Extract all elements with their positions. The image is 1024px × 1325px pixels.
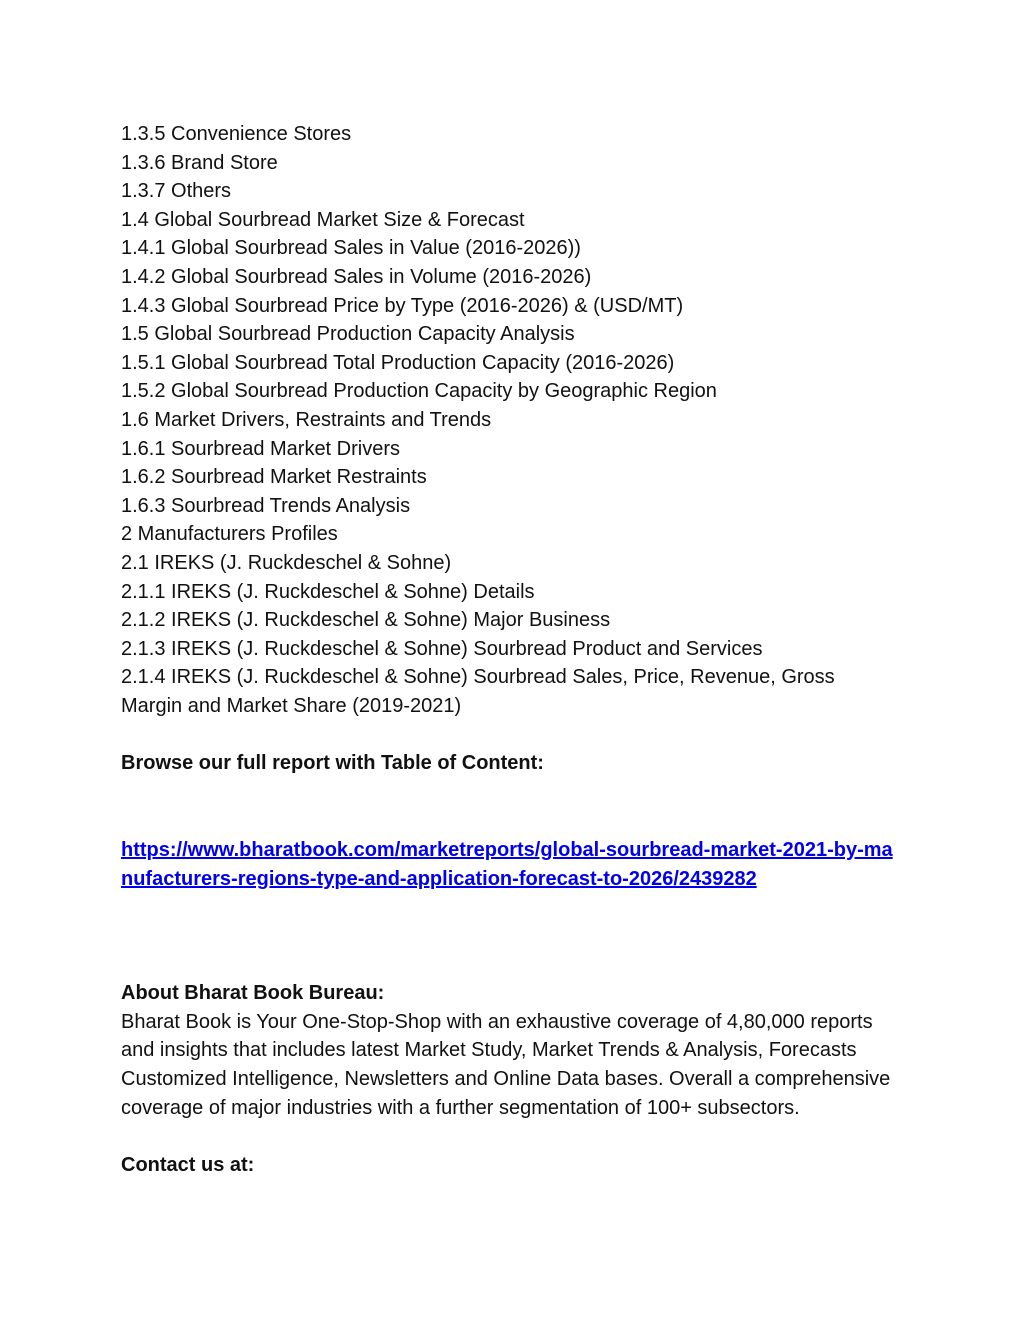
toc-item: 2.1.4 IREKS (J. Ruckdeschel & Sohne) Sourbread Sales, Price, Revenue, Gross Margin and Market Share (2019-2021) [121,666,835,717]
browse-heading: Browse our full report with Table of Content: [121,752,544,775]
about-text: Bharat Book is Your One-Stop-Shop with an exhaustive coverage of 4,80,000 reports and insights that includes latest Market Study, Market Trends & Analysis, Forecasts Customized Intelligence, Newsletters and Online Data bases. Overall a comprehensive coverage of major industries with a further segmentation of 100+ subsectors. [121,1010,891,1119]
toc-item: 1.3.7 Others [121,180,232,203]
document-page [121,120,901,1180]
table-of-contents [121,120,901,720]
report-link[interactable]: https://www.bharatbook.com/marketreports/global-sourbread-market-2021-by-manufacturers-regions-type-and-application-forecast-to-2026/2439282 [121,839,893,890]
toc-item: 1.4.1 Global Sourbread Sales in Value (2016-2026)) [121,237,581,260]
about-heading: About Bharat Book Bureau: [121,982,385,1005]
toc-item: 1.4 Global Sourbread Market Size & Forecast [121,208,525,231]
toc-item: 1.3.5 Convenience Stores [121,123,352,145]
toc-item: 1.6.1 Sourbread Market Drivers [121,437,401,460]
toc-item: 1.5.1 Global Sourbread Total Production Capacity (2016-2026) [121,351,675,374]
report-link-block [121,836,901,893]
toc-item: 1.3.6 Brand Store [121,151,278,174]
toc-item: 2.1 IREKS (J. Ruckdeschel & Sohne) [121,551,452,574]
toc-item: 1.6.2 Sourbread Market Restraints [121,466,427,489]
toc-item: 1.4.3 Global Sourbread Price by Type (2016-2026) & (USD/MT) [121,294,684,317]
contact-heading: Contact us at: [121,1154,255,1177]
toc-item: 1.6 Market Drivers, Restraints and Trends [121,408,492,431]
toc-item: 2 Manufacturers Profiles [121,523,338,546]
toc-item: 1.5.2 Global Sourbread Production Capacity by Geographic Region [121,380,717,403]
toc-item: 2.1.2 IREKS (J. Ruckdeschel & Sohne) Major Business [121,609,611,632]
toc-item: 2.1.3 IREKS (J. Ruckdeschel & Sohne) Sourbread Product and Services [121,637,763,660]
toc-item: 2.1.1 IREKS (J. Ruckdeschel & Sohne) Details [121,580,535,603]
toc-item: 1.4.2 Global Sourbread Sales in Volume (2016-2026) [121,265,592,288]
toc-item: 1.5 Global Sourbread Production Capacity Analysis [121,323,575,346]
toc-item: 1.6.3 Sourbread Trends Analysis [121,494,411,517]
